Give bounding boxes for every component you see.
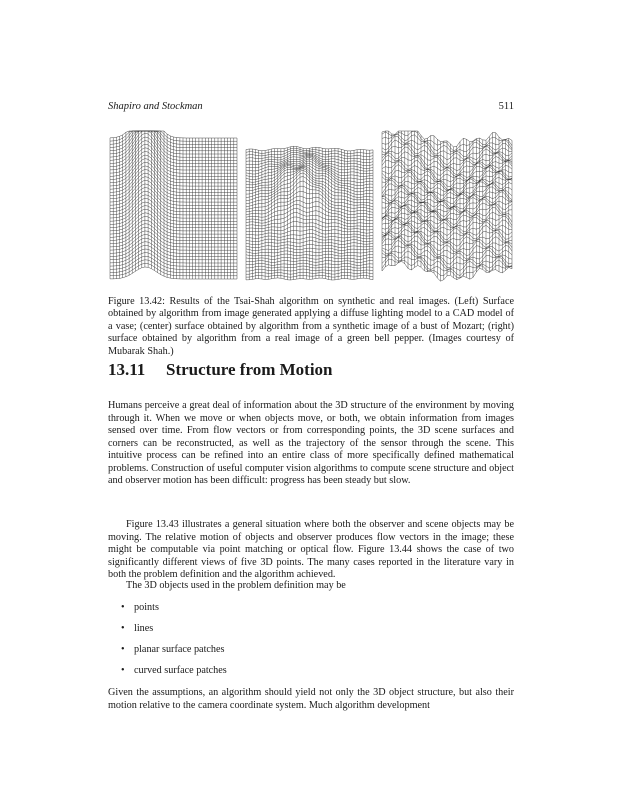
bullet-icon: • [121, 623, 125, 634]
object-types-list [121, 602, 227, 686]
list-item: • curved surface patches [121, 665, 227, 676]
list-item: • planar surface patches [121, 644, 225, 655]
list-item: • lines [121, 623, 154, 634]
section-heading [108, 360, 514, 382]
pepper-surface-panel [380, 130, 514, 285]
running-header-author: Shapiro and Stockman [108, 101, 203, 112]
vase-surface-panel [108, 130, 239, 285]
figure-caption: Figure 13.42: Results of the Tsai-Shah algorithm on synthetic and real images. (Left) Surface obtained by algorithm from image generated applying a diffuse lighting model to a CAD model of a vase; (center) surface obtained by algorithm from a synthetic image of a bust of Mozart; (right) surface obtained by algorithm from a real image of a green bell pepper. (Images courtesy of Mubarak Shah.) [108, 296, 514, 357]
page-number: 511 [498, 101, 514, 112]
mozart-surface-panel [244, 130, 375, 285]
bullet-icon: • [121, 665, 125, 676]
paragraph-3: The 3D objects used in the problem definition may be [126, 580, 346, 591]
page-header [108, 101, 514, 115]
paragraph-1: Humans perceive a great deal of information about the 3D structure of the environment by moving through it. When we move or when objects move, or both, we obtain information from images sensed over time. From flow vectors or from corresponding points, the 3D scene surfaces and corners can be reconstructed, as well as the trajectory of the sensor through the scene. This intuitive process can be refined into an entire class of more specifically defined mathematical problems. Construction of useful computer vision algorithms to compute scene structure and object and observer motion has been difficult: progress has been steady but slow. [108, 400, 514, 487]
paragraph-4: Given the assumptions, an algorithm should yield not only the 3D object structure, but also their motion relative to the camera coordinate system. Much algorithm development [108, 687, 514, 711]
section-title: Structure from Motion [166, 360, 333, 379]
section-number: 13.11 [108, 360, 146, 379]
mozart-bust-mesh-surface-icon [244, 130, 375, 285]
bullet-icon: • [121, 602, 125, 613]
vase-mesh-surface-icon [108, 130, 239, 285]
green-pepper-mesh-surface-icon [380, 130, 514, 285]
list-item: • points [121, 602, 159, 613]
paragraph-2: Figure 13.43 illustrates a general situation where both the observer and scene objects may be moving. The relative motion of objects and observer produces flow vectors in the image; these might be computable via point matching or optical flow. Figure 13.44 shows the case of two significantly different views of five 3D points. The many cases reported in the literature vary in both the problem definition and the algorithm achieved. [108, 519, 514, 581]
figure-13-42 [108, 130, 514, 290]
bullet-icon: • [121, 644, 125, 655]
